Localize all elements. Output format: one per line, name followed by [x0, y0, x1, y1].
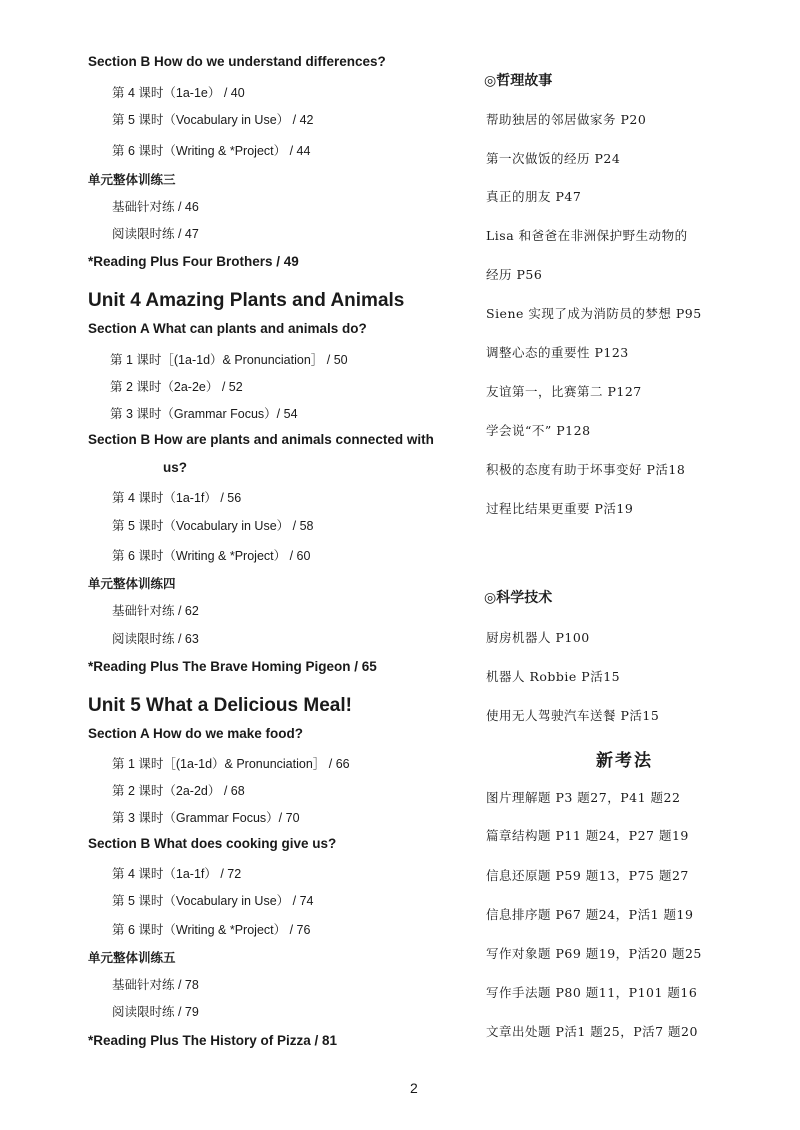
u5-sectionA-lesson-3: 第 3 课时（Grammar Focus）/ 70 [112, 811, 300, 825]
u4-sectionA-lesson-2: 第 2 课时（2a-2e） / 52 [110, 380, 243, 394]
science-heading: ◎科学技术 [484, 590, 553, 606]
philosophy-item-8: 学会说“不” P128 [486, 423, 591, 438]
u5-training-heading: 单元整体训练五 [88, 951, 176, 965]
u4-sectionA-heading: Section A What can plants and animals do? [88, 321, 367, 336]
philosophy-item-4: Lisa 和爸爸在非洲保护野生动物的 [486, 228, 688, 243]
u4-sectionB-heading: Section B How are plants and animals connected with [88, 432, 434, 447]
u4-training-item-basic: 基础针对练 / 62 [112, 604, 199, 618]
u3-sectionB-lesson-4: 第 4 课时（1a-1e） / 40 [112, 86, 245, 100]
u4-sectionB-heading-cont: us? [163, 460, 188, 475]
u5-training-item-reading: 阅读限时练 / 79 [112, 1005, 199, 1019]
u5-sectionA-heading: Section A How do we make food? [88, 726, 304, 741]
u3-training-heading: 单元整体训练三 [88, 173, 176, 187]
u4-training-heading: 单元整体训练四 [88, 577, 176, 591]
new-exam-item-4: 信息排序题 P67 题24，P活1 题19 [486, 907, 694, 922]
page-number: 2 [410, 1080, 418, 1096]
unit4-title: Unit 4 Amazing Plants and Animals [88, 290, 405, 311]
new-exam-item-1: 图片理解题 P3 题27，P41 题22 [486, 790, 681, 805]
philosophy-item-1: 帮助独居的邻居做家务 P20 [486, 112, 647, 127]
u5-sectionB-lesson-6: 第 6 课时（Writing & *Project） / 76 [112, 923, 311, 937]
new-exam-item-5: 写作对象题 P69 题19，P活20 题25 [486, 946, 702, 961]
philosophy-item-10: 过程比结果更重要 P活19 [486, 501, 634, 516]
new-exam-title: 新考法 [596, 751, 653, 771]
u4-reading-plus: *Reading Plus The Brave Homing Pigeon / 65 [88, 659, 377, 674]
u3-sectionB-lesson-5: 第 5 课时（Vocabulary in Use） / 42 [112, 113, 314, 127]
u3-reading-plus: *Reading Plus Four Brothers / 49 [88, 254, 299, 269]
new-exam-item-3: 信息还原题 P59 题13，P75 题27 [486, 868, 689, 883]
u4-sectionA-lesson-3: 第 3 课时（Grammar Focus）/ 54 [110, 407, 298, 421]
u5-reading-plus: *Reading Plus The History of Pizza / 81 [88, 1033, 338, 1048]
philosophy-item-2: 第一次做饭的经历 P24 [486, 151, 621, 166]
u4-sectionB-lesson-4: 第 4 课时（1a-1f） / 56 [112, 491, 242, 505]
new-exam-item-6: 写作手法题 P80 题11，P101 题16 [486, 985, 698, 1000]
philosophy-item-6: 调整心态的重要性 P123 [486, 345, 629, 360]
u5-sectionA-lesson-1: 第 1 课时［(1a-1d）& Pronunciation］ / 66 [112, 757, 350, 771]
u3-sectionB-lesson-6: 第 6 课时（Writing & *Project） / 44 [112, 144, 311, 158]
u3-training-item-basic: 基础针对练 / 46 [112, 200, 199, 214]
philosophy-item-5: Siene 实现了成为消防员的梦想 P95 [486, 306, 702, 321]
science-item-2: 机器人 Robbie P活15 [486, 669, 621, 684]
new-exam-item-7: 文章出处题 P活1 题25，P活7 题20 [486, 1024, 698, 1039]
u4-training-item-reading: 阅读限时练 / 63 [112, 632, 199, 646]
philosophy-heading: ◎哲理故事 [484, 73, 553, 89]
philosophy-item-9: 积极的态度有助于坏事变好 P活18 [486, 462, 686, 477]
u5-sectionB-lesson-5: 第 5 课时（Vocabulary in Use） / 74 [112, 894, 314, 908]
u4-sectionB-lesson-6: 第 6 课时（Writing & *Project） / 60 [112, 549, 311, 563]
philosophy-item-3: 真正的朋友 P47 [486, 189, 582, 204]
u5-training-item-basic: 基础针对练 / 78 [112, 978, 199, 992]
u3-training-item-reading: 阅读限时练 / 47 [112, 227, 199, 241]
u3-sectionB-heading: Section B How do we understand differences? [88, 54, 386, 69]
philosophy-item-7: 友谊第一，比赛第二 P127 [486, 384, 642, 399]
science-item-3: 使用无人驾驶汽车送餐 P活15 [486, 708, 660, 723]
u4-sectionB-lesson-5: 第 5 课时（Vocabulary in Use） / 58 [112, 519, 314, 533]
u5-sectionB-lesson-4: 第 4 课时（1a-1f） / 72 [112, 867, 242, 881]
u5-sectionA-lesson-2: 第 2 课时（2a-2d） / 68 [112, 784, 245, 798]
unit5-title: Unit 5 What a Delicious Meal! [88, 695, 352, 716]
science-item-1: 厨房机器人 P100 [486, 630, 590, 645]
u5-sectionB-heading: Section B What does cooking give us? [88, 836, 337, 851]
new-exam-item-2: 篇章结构题 P11 题24，P27 题19 [486, 828, 689, 843]
u4-sectionA-lesson-1: 第 1 课时［(1a-1d）& Pronunciation］ / 50 [110, 353, 348, 367]
philosophy-item-4-cont: 经历 P56 [486, 267, 543, 282]
